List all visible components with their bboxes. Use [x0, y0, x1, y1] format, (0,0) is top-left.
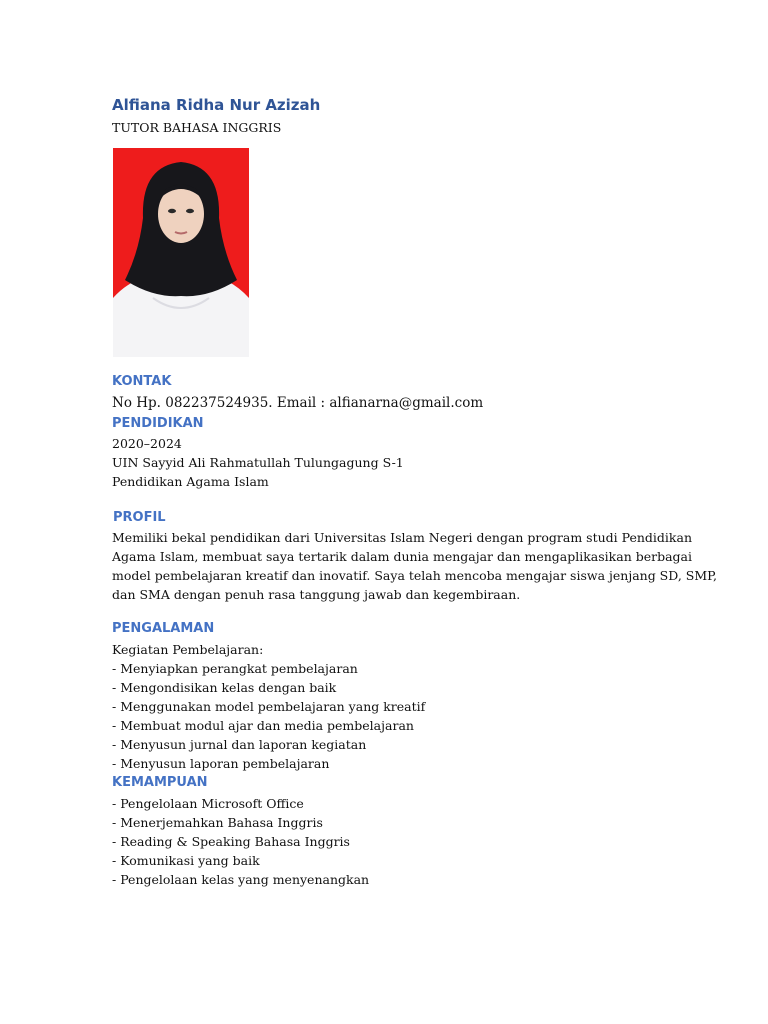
profile-photo [113, 148, 249, 357]
profile-line: model pembelajaran kreatif dan inovatif. Saya telah mencoba mengajar siswa jenjang SD, SMP, [112, 568, 717, 583]
experience-heading: PENGALAMAN [112, 621, 215, 636]
list-item: - Reading & Speaking Bahasa Inggris [112, 834, 350, 849]
list-item: - Menyiapkan perangkat pembelajaran [112, 661, 358, 676]
contact-info: No Hp. 082237524935. Email : alfianarna@gmail.com [112, 395, 484, 411]
profile-text [112, 528, 717, 604]
skills-heading: KEMAMPUAN [112, 775, 208, 790]
candidate-role: TUTOR BAHASA INGGRIS [112, 120, 282, 135]
list-item: - Menyusun jurnal dan laporan kegiatan [112, 737, 367, 752]
education-heading: PENDIDIKAN [112, 416, 204, 431]
list-item: - Mengondisikan kelas dengan baik [112, 680, 337, 695]
education-institution: UIN Sayyid Ali Rahmatullah Tulungagung S-1 [112, 455, 404, 470]
profile-line: Memiliki bekal pendidikan dari Universitas Islam Negeri dengan program studi Pendidikan [112, 530, 693, 545]
experience-list [112, 640, 425, 773]
list-item: - Pengelolaan kelas yang menyenangkan [112, 872, 370, 887]
education-program: Pendidikan Agama Islam [112, 474, 269, 489]
list-item: - Membuat modul ajar dan media pembelajaran [112, 718, 414, 733]
profile-heading: PROFIL [113, 510, 166, 525]
list-item: - Menyusun laporan pembelajaran [112, 756, 330, 771]
list-item: - Menerjemahkan Bahasa Inggris [112, 815, 323, 830]
list-item: - Pengelolaan Microsoft Office [112, 796, 304, 811]
list-item: - Komunikasi yang baik [112, 853, 260, 868]
profile-line: dan SMA dengan penuh rasa tanggung jawab dan kegembiraan. [112, 587, 521, 602]
candidate-name: Alfiana Ridha Nur Azizah [112, 96, 321, 114]
profile-line: Agama Islam, membuat saya tertarik dalam dunia mengajar dan mengaplikasikan berbagai [112, 549, 693, 564]
skills-list [112, 794, 369, 889]
profile-photo-illustration [113, 148, 249, 357]
list-item: - Menggunakan model pembelajaran yang kreatif [112, 699, 426, 714]
education-years: 2020–2024 [112, 436, 182, 451]
experience-intro: Kegiatan Pembelajaran: [112, 642, 264, 657]
contact-heading: KONTAK [112, 374, 172, 389]
